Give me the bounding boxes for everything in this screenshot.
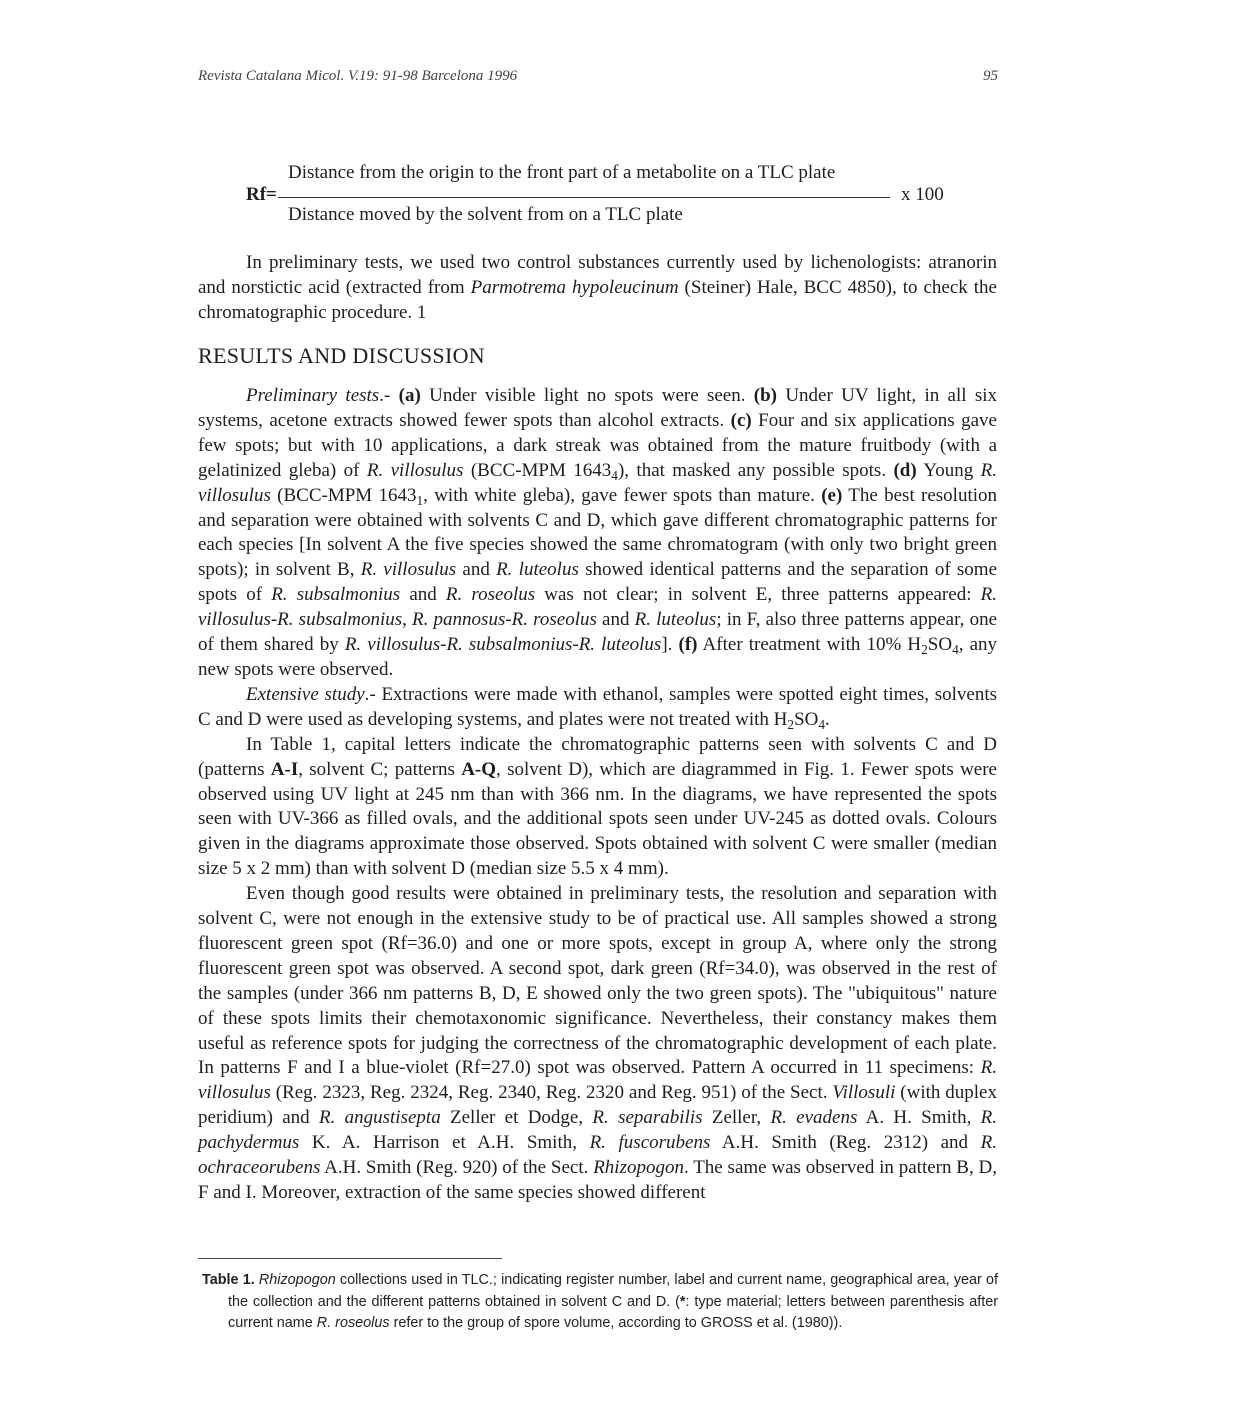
item-label: (a) (398, 385, 421, 406)
species-name: R. villosulus (366, 459, 464, 481)
text: and (400, 584, 446, 606)
text: (with duplex peridium) and (198, 1082, 997, 1129)
text: , any new spots were observed. (198, 634, 998, 680)
page-number: 95 (983, 68, 998, 84)
subscript: 2 (921, 642, 928, 658)
text: In preliminary tests, we used two control substances currently used by lichenologists: atranorin and norstictic acid (extracted from (198, 252, 997, 298)
species-name: R. roseolus (445, 584, 536, 606)
running-header (198, 68, 998, 92)
text: and (456, 559, 497, 581)
pattern-range: A-Q (461, 758, 497, 780)
text: ), that masked any possible spots. (617, 459, 894, 481)
species-name: R. pannosus-R. roseolus (412, 609, 597, 631)
caption-label: Table 1. (202, 1272, 255, 1288)
section-name: Rhizopogon (593, 1157, 684, 1179)
text: Even though good results were obtained in preliminary tests, the resolution and separation with solvent C, were not enough in the extensive study to be of practical use. All samples showed a strong fluorescent green spot (Rf=36.0) and one or more spots, except in group A, where only the strong fluorescent green spot was observed. A second spot, dark green (Rf=34.0), was observed in the rest of the samples (under 366 nm patterns B, D, E showed only the two green spots). The "ubiquitous" nature of these spots limits their chemotaxonomic significance. Nevertheless, their constancy makes them useful as reference spots for judging the correctness of the chromatographic development of each plate. In patterns F and I a blue-violet (Rf=27.0) spot was observed. Pattern A occurred in 11 specimens: (198, 883, 997, 1079)
species-name: R. ochraceorubens (198, 1132, 997, 1179)
subscript: 1 (416, 492, 424, 508)
text: refer to the group of spore volume, according to GROSS et al. (1980)). (389, 1315, 843, 1331)
item-label: (e) (821, 484, 843, 506)
text: collections used in TLC.; indicating register number, label and current name, geographical area, year of the collection and the different patterns obtained in solvent C and D. ( (228, 1272, 999, 1310)
text: , solvent C; patterns (298, 758, 462, 780)
text: showed identical patterns and the separation of some spots of (198, 559, 998, 606)
species-name: R. pachydermus (198, 1107, 997, 1154)
subscript: 2 (787, 716, 795, 732)
paragraph-solvent-c (198, 882, 997, 1206)
text: ; in F, also three patterns appear, one of them shared by (198, 609, 998, 656)
results-section (198, 384, 997, 1206)
species-name: R. villosulus-R. subsalmonius (198, 584, 997, 631)
species-name: R. villosulus (198, 459, 997, 506)
footnote-divider (198, 1258, 502, 1259)
table-1-caption (202, 1270, 999, 1335)
text: Under UV light, in all six systems, acetone extracts showed fewer spots than alcohol extracts. (198, 385, 998, 431)
text: After treatment with 10% H (697, 634, 922, 656)
formula-denominator: Distance moved by the solvent from on a TLC plate (288, 204, 683, 225)
intro-section (198, 251, 997, 326)
item-label: (f) (678, 634, 698, 656)
text: (Steiner) Hale, BCC 4850), to check the chromatographic procedure. 1 (198, 276, 997, 323)
paragraph-preliminary-tests (198, 384, 997, 683)
section-heading: RESULTS AND DISCUSSION (198, 343, 485, 368)
subscript: 4 (611, 467, 618, 483)
fraction-bar (278, 197, 890, 198)
text: The best resolution and separation were obtained with solvents C and D, which gave different chromatographic patterns for each species [In solvent A the five species showed the same chromatogram (with only two bright green spots); in solvent B, (198, 484, 998, 581)
section-name: Villosuli (832, 1082, 896, 1104)
subscript: 4 (952, 642, 959, 658)
intro-paragraph (198, 251, 997, 326)
text: A.H. Smith (Reg. 2312) and (710, 1132, 981, 1154)
species-name: R. luteolus (634, 609, 717, 631)
text: , with white gleba), gave fewer spots than mature. (423, 484, 822, 506)
text: SO (927, 634, 953, 656)
formula-multiplier: x 100 (901, 184, 944, 205)
genus-name: Rhizopogon (258, 1272, 336, 1288)
item-label: (b) (753, 385, 778, 406)
text: ]. (661, 634, 679, 656)
text: .- (379, 385, 399, 406)
text: : type material; letters between parenthesis after current name (228, 1293, 998, 1331)
species-name: R. villosulus (198, 1057, 997, 1104)
paragraph-lead: Preliminary tests (246, 385, 380, 406)
text: Four and six applications gave few spots; but with 10 applications, a dark streak was obtained from the mature fruitbody (with a gelatinized gleba) of (198, 409, 997, 481)
paragraph-extensive-study (198, 683, 997, 733)
species-name: R. luteolus (496, 559, 579, 581)
species-name: R. subsalmonius (271, 584, 401, 606)
paragraph-lead: Extensive study (246, 683, 365, 705)
subscript: 4 (818, 716, 825, 732)
formula-lhs: Rf= (246, 184, 277, 205)
pattern-range: A-I (270, 758, 299, 780)
text: was not clear; in solvent E, three patterns appeared: (535, 584, 981, 606)
text: In Table 1, capital letters indicate the chromatographic patterns seen with solvents C and D (patterns (198, 733, 997, 780)
species-name: Parmotrema hypoleucinum (470, 276, 679, 298)
species-name: R. evadens (770, 1107, 858, 1129)
formula-numerator: Distance from the origin to the front part of a metabolite on a TLC plate (288, 162, 836, 183)
rf-formula (246, 160, 966, 232)
text: K. A. Harrison et A.H. Smith, (299, 1132, 590, 1154)
item-label: (c) (730, 409, 752, 431)
text: .- Extractions were made with ethanol, samples were spotted eight times, solvents C and D were used as developing systems, and plates were not treated with H (198, 683, 997, 730)
text: and (596, 609, 635, 631)
text: SO (794, 708, 819, 730)
item-label: (d) (893, 459, 917, 481)
type-material-marker: * (679, 1293, 686, 1310)
text: (Reg. 2323, Reg. 2324, Reg. 2340, Reg. 2320 and Reg. 951) of the Sect. (270, 1082, 833, 1104)
text: . (824, 708, 830, 730)
text: Young (916, 459, 981, 481)
text: , (402, 609, 413, 631)
paragraph-table-1 (198, 733, 997, 882)
text: Zeller et Dodge, (440, 1107, 593, 1129)
species-name: R. fuscorubens (589, 1132, 711, 1154)
species-name: R. villosulus (360, 559, 457, 581)
species-name: R. separabilis (592, 1107, 703, 1129)
text: (BCC-MPM 1643 (270, 484, 417, 506)
species-name: R. angustisepta (318, 1107, 441, 1129)
species-name: R. villosulus-R. subsalmonius-R. luteolus (344, 634, 662, 656)
text: Under visible light no spots were seen. (420, 385, 754, 406)
species-name: R. roseolus (316, 1315, 390, 1331)
text: A.H. Smith (Reg. 920) of the Sect. (320, 1157, 594, 1179)
text: , solvent D), which are diagrammed in Fig. 1. Fewer spots were observed using UV light at 245 nm than with 366 nm. In the diagrams, we have represented the spots seen with UV-366 as filled ovals, and the additional spots seen under UV-245 as dotted ovals. Colours given in the diagrams approximate those observed. Spots obtained with solvent C were smaller (median size 5 x 2 mm) than with solvent D (median size 5.5 x 4 mm). (198, 758, 997, 880)
text: A. H. Smith, (857, 1107, 981, 1129)
journal-citation: Revista Catalana Micol. V.19: 91-98 Barcelona 1996 (198, 68, 518, 84)
text: . The same was observed in pattern B, D, F and I. Moreover, extraction of the same species showed different (198, 1157, 997, 1203)
text: (BCC-MPM 1643 (463, 459, 612, 481)
text: Zeller, (702, 1107, 771, 1129)
